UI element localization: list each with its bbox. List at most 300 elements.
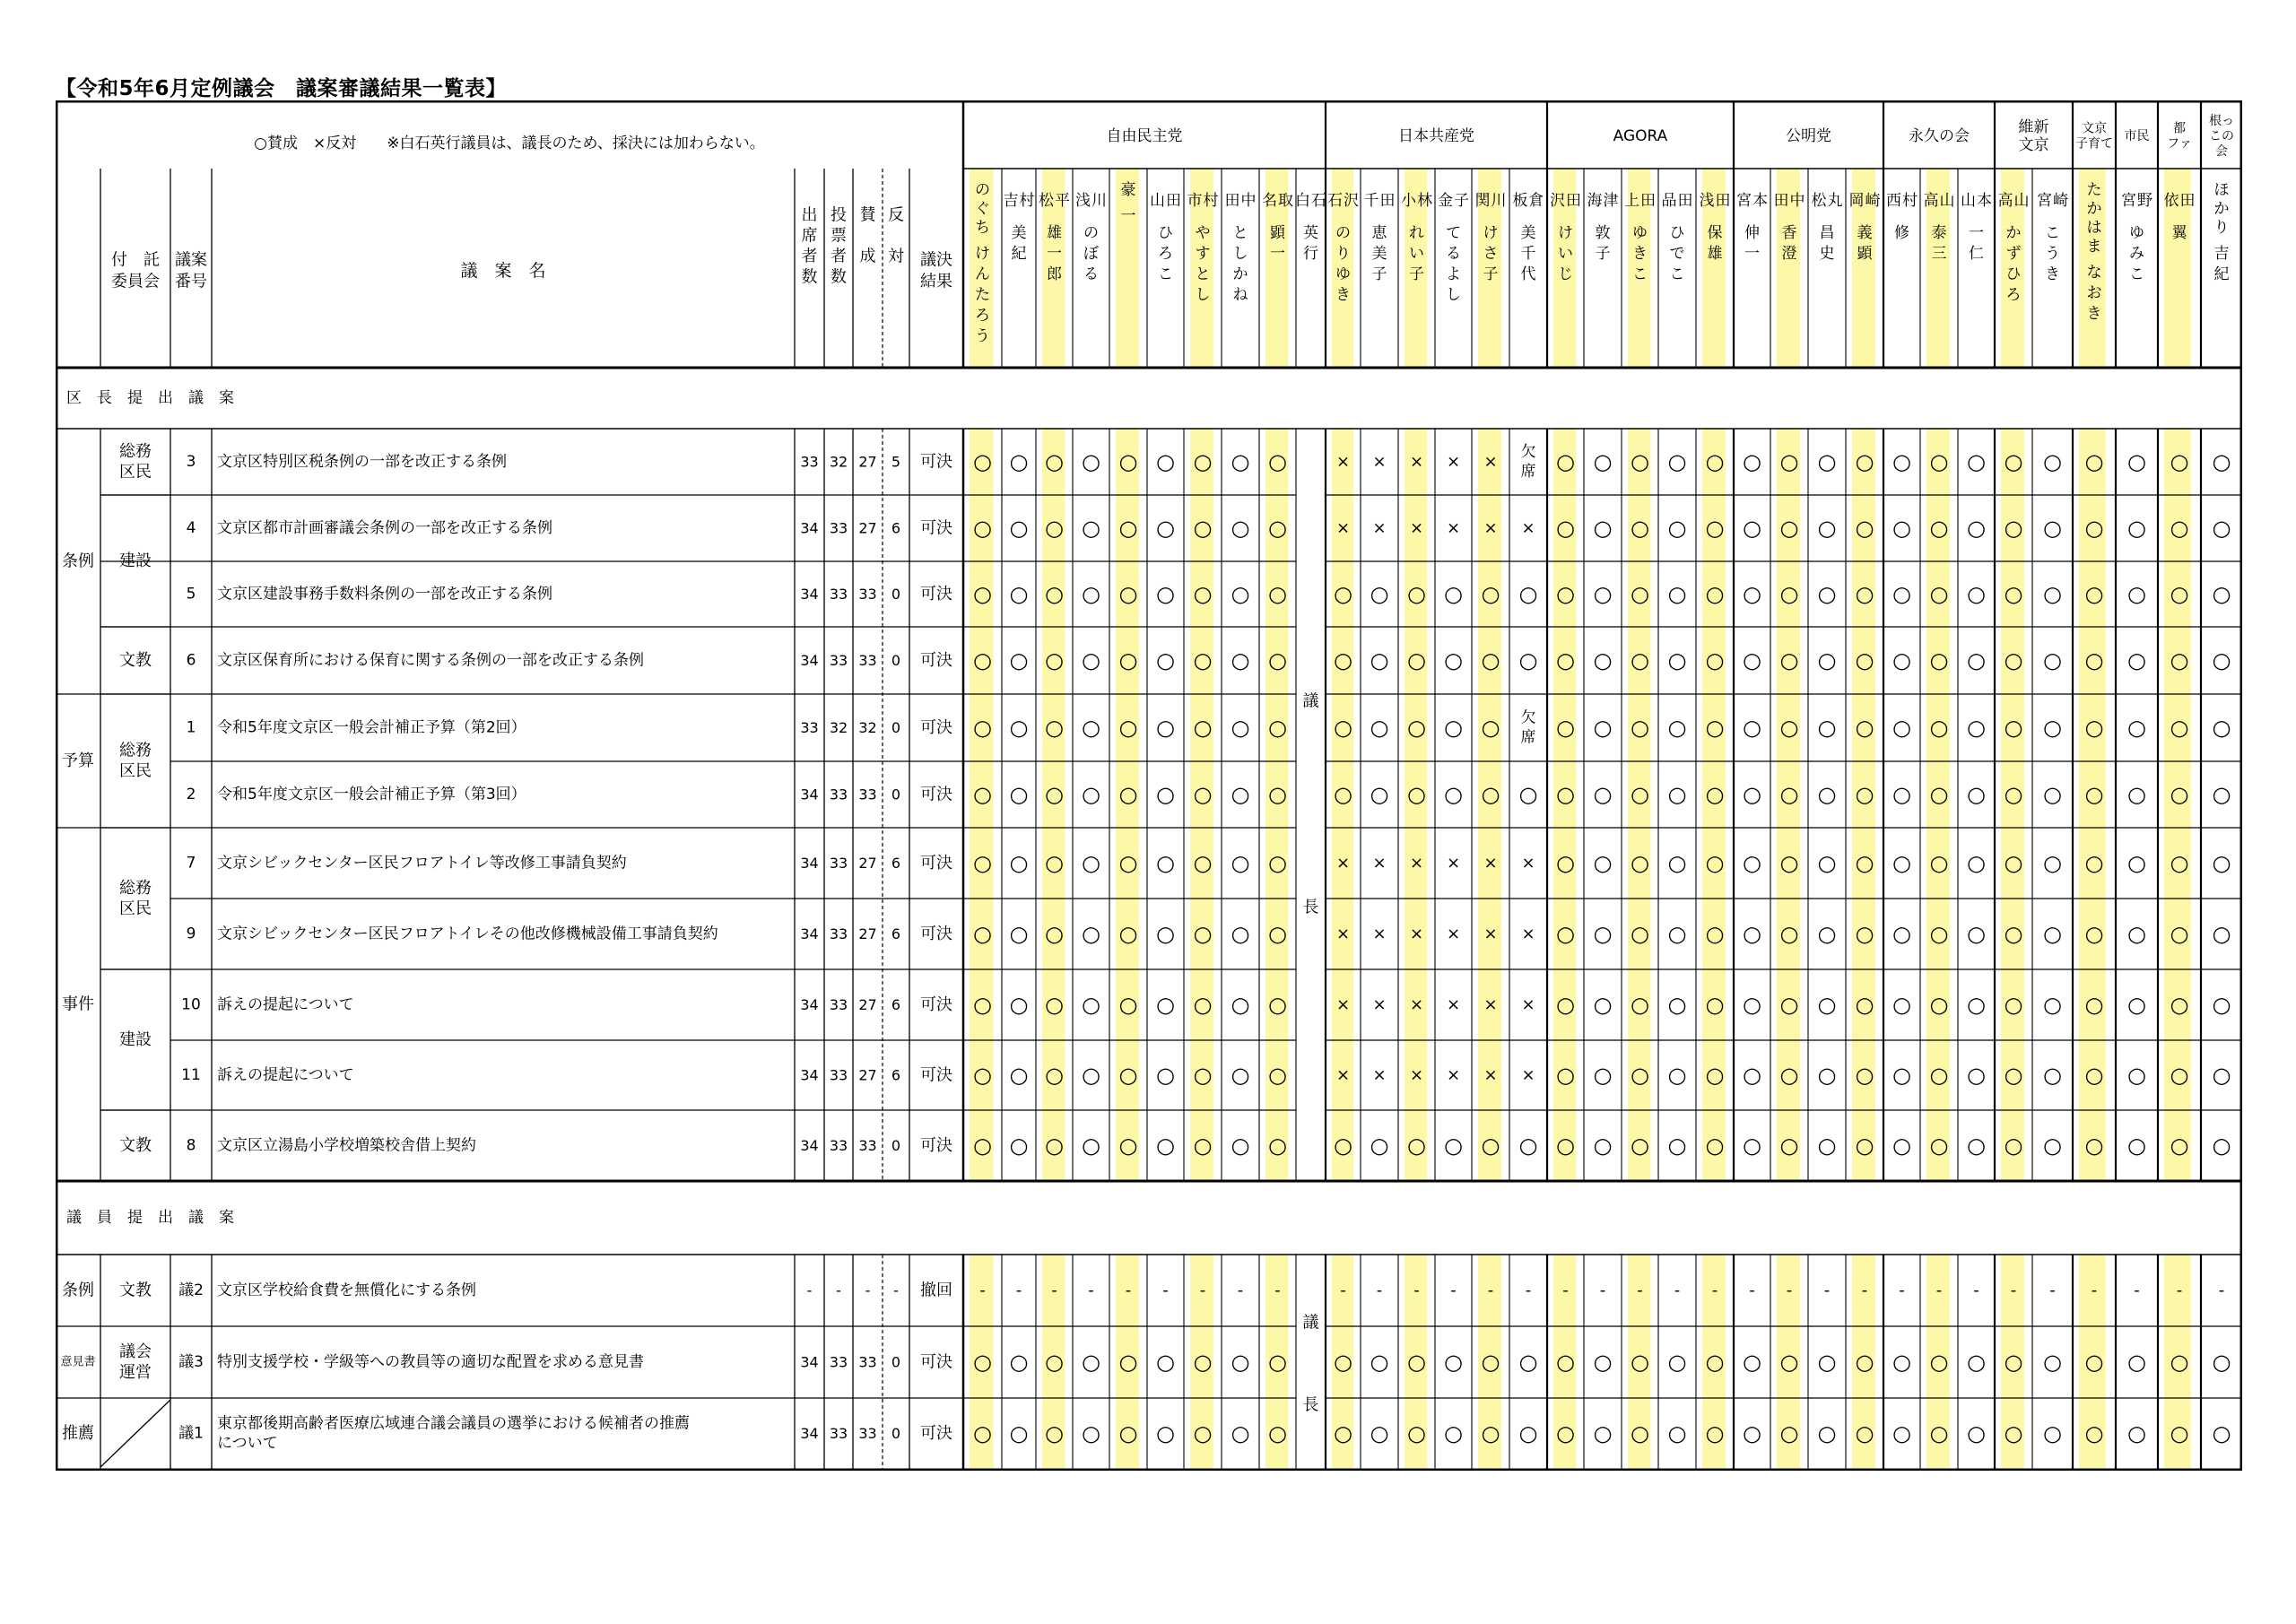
vote-mark: ○ (2084, 449, 2104, 474)
bill-number: 1 (186, 718, 196, 737)
vote-mark: ○ (1667, 1350, 1687, 1375)
vote-mark: ○ (1370, 1350, 1389, 1375)
vote-mark: ○ (1082, 921, 1100, 947)
vote-mark: ○ (2170, 782, 2189, 807)
row-committee: 文教 (119, 1281, 152, 1300)
row-committee: 建設 (119, 1030, 152, 1049)
vote-mark: ○ (1518, 1350, 1538, 1375)
vote-mark: - (2218, 1281, 2225, 1300)
member-name: 史 (1819, 245, 1835, 263)
vote-mark: ○ (2004, 647, 2023, 673)
row-committee: 議会 (119, 1342, 152, 1361)
vote-mark: ○ (1631, 921, 1649, 947)
vote-mark: × (1335, 854, 1351, 873)
vote-mark: ○ (1231, 782, 1250, 807)
yes-count: 32 (858, 719, 877, 736)
member-name: こ (2129, 265, 2144, 283)
vote-mark: ○ (2084, 782, 2104, 807)
vote-mark: ○ (2004, 516, 2023, 541)
vote-mark: ○ (973, 921, 992, 947)
bill-name: 東京都後期高齢者医療広域連合議会議員の選挙における候補者の推薦 (217, 1414, 690, 1433)
vote-mark: ○ (1481, 782, 1500, 807)
vote-mark: ○ (1967, 1420, 1986, 1446)
party-name: 子育て (2075, 136, 2113, 152)
vote-mark: - (1786, 1281, 1793, 1300)
member-name: ひ (1158, 224, 1173, 242)
vote-mark: ○ (2084, 516, 2104, 541)
vote-mark: × (1446, 925, 1461, 943)
vote-mark: ○ (1929, 1350, 1949, 1375)
member-name: 高 (1997, 192, 2013, 210)
member-name: 小 (1401, 192, 1416, 210)
vote-mark: ○ (1193, 992, 1213, 1018)
member-name: 中 (1240, 192, 1257, 210)
vote-mark: ○ (2004, 1133, 2023, 1159)
member-name: 一 (1120, 207, 1136, 225)
vote-mark: × (1372, 995, 1387, 1014)
vote-mark: ○ (1268, 449, 1287, 474)
yes-count: 27 (858, 1066, 877, 1084)
vote-mark: ○ (2084, 1420, 2104, 1446)
member-name: 宮 (2121, 192, 2136, 210)
vote-mark: ○ (1929, 1063, 1949, 1088)
vote-mark: ○ (1967, 782, 1986, 807)
vote-mark: × (1483, 995, 1498, 1014)
bill-name: 文京シビックセンター区民フロアトイレ等改修工事請負契約 (217, 854, 627, 873)
vote-mark: ○ (2127, 581, 2146, 607)
vote-mark: ○ (1855, 850, 1874, 876)
vote-mark: ○ (1082, 782, 1100, 807)
vote-mark: ○ (2004, 581, 2023, 607)
vote-mark: ○ (2043, 516, 2062, 541)
row-category: 予算 (62, 751, 94, 770)
vote-mark: ○ (2212, 647, 2231, 673)
row-category: 推薦 (62, 1424, 94, 1443)
vote-mark: ○ (1518, 581, 1538, 607)
vote-mark: - (1340, 1281, 1346, 1300)
vote-mark: ○ (1967, 1133, 1986, 1159)
vote-mark: ○ (1855, 921, 1874, 947)
vote-mark: ○ (1892, 992, 1911, 1018)
member-name: し (1446, 286, 1461, 304)
vote-mark: × (1409, 1065, 1424, 1085)
vote-mark: ○ (1118, 992, 1138, 1018)
vote-mark: ○ (973, 1350, 992, 1375)
vote-mark: ○ (1593, 1133, 1613, 1159)
party-name: ファ (2167, 136, 2192, 152)
vote-mark: ○ (1892, 782, 1911, 807)
chair-mark: 議 (1302, 1313, 1319, 1333)
member-name: 浅 (1075, 192, 1091, 210)
member-name: 山 (1961, 192, 1976, 210)
member-name: こ (1158, 265, 1173, 283)
result: 可決 (920, 1065, 952, 1085)
vote-mark: ○ (2127, 850, 2146, 876)
vote-mark: - (1125, 1281, 1132, 1300)
vote-mark: ○ (1268, 1350, 1287, 1375)
member-name: 敦 (1595, 224, 1611, 242)
vote-mark: × (1372, 1065, 1387, 1085)
result: 可決 (920, 925, 952, 943)
member-name: 崎 (1865, 192, 1881, 210)
header-voters: 票 (831, 226, 847, 246)
vote-mark: - (2134, 1281, 2140, 1300)
party-name: 文京 (2018, 136, 2049, 154)
member-name: う (2045, 245, 2060, 263)
vote-mark: ○ (1009, 1350, 1029, 1375)
vote-mark: ○ (1156, 782, 1175, 807)
vote-mark: ○ (1481, 1350, 1500, 1375)
vote-mark: ○ (1705, 1063, 1725, 1088)
vote-mark: ○ (1855, 449, 1874, 474)
member-name: 恵 (1371, 224, 1387, 242)
member-name: 田 (1715, 192, 1731, 210)
vote-mark: ○ (1156, 850, 1175, 876)
member-name: 村 (1902, 192, 1918, 210)
member-name: 田 (1640, 192, 1656, 210)
result: 可決 (920, 1136, 952, 1155)
member-name: 上 (1624, 192, 1639, 210)
row-category: 事件 (62, 994, 94, 1014)
row-category: 条例 (62, 1281, 94, 1300)
vote-mark: ○ (1082, 992, 1100, 1018)
member-name: 金 (1438, 192, 1453, 210)
vote-mark: ○ (1929, 449, 1949, 474)
header-voters: 数 (831, 267, 847, 287)
header-committee: 委員会 (111, 272, 160, 291)
vote-mark: ○ (1334, 715, 1352, 741)
vote-mark: - (2010, 1281, 2017, 1300)
vote-mark: ○ (1929, 1420, 1949, 1446)
member-name: ろ (2005, 286, 2022, 304)
vote-mark: - (2091, 1281, 2098, 1300)
member-name: ち (975, 219, 990, 237)
member-name: 一 (1744, 245, 1760, 263)
vote-mark: ○ (1556, 1133, 1575, 1159)
vote-mark: ○ (1045, 1420, 1064, 1446)
bill-number: 10 (181, 995, 201, 1014)
vote-mark: ○ (1556, 449, 1575, 474)
vote-mark: ○ (1779, 1133, 1799, 1159)
result: 撤回 (920, 1281, 952, 1300)
vote-mark: - (1162, 1281, 1169, 1300)
member-name: し (1195, 286, 1211, 304)
no-count: 0 (891, 1353, 901, 1371)
vote-mark: ○ (973, 1063, 992, 1088)
vote-mark: ○ (1967, 850, 1986, 876)
vote-mark: ○ (1082, 850, 1100, 876)
vote-mark: ○ (1231, 647, 1250, 673)
vote-mark: × (1335, 1065, 1351, 1085)
vote-mark: × (1372, 854, 1387, 873)
vote-mark: ○ (1193, 449, 1213, 474)
vote-mark: ○ (1779, 850, 1799, 876)
member-name: 仁 (1969, 245, 1984, 263)
vote-mark: ○ (1334, 782, 1352, 807)
vote-mark: ○ (1444, 1350, 1463, 1375)
vote-mark: ○ (1779, 1420, 1799, 1446)
member-name: 美 (1371, 245, 1387, 263)
attend-count: 34 (800, 1066, 819, 1084)
member-name: ひ (2005, 265, 2022, 283)
attend-count: 33 (800, 453, 819, 471)
member-name: 川 (1491, 192, 1507, 210)
vote-mark: ○ (1855, 715, 1874, 741)
member-name: 西 (1886, 192, 1901, 210)
vote-mark: ○ (1045, 1350, 1064, 1375)
vote-mark: ○ (1667, 1133, 1687, 1159)
voter-count: 33 (829, 1353, 848, 1371)
vote-mark: ○ (2043, 782, 2062, 807)
member-name: 田 (1379, 192, 1396, 210)
member-name: 千 (1363, 192, 1379, 210)
vote-mark: × (1372, 518, 1387, 538)
vote-mark: ○ (1231, 1420, 1250, 1446)
vote-mark: ○ (1082, 715, 1100, 741)
bill-number: 9 (186, 925, 196, 943)
vote-mark: ○ (1370, 647, 1389, 673)
vote-mark: ○ (1231, 715, 1250, 741)
highlight-layer (970, 169, 2191, 1471)
member-name: じ (1558, 265, 1573, 283)
vote-mark: ○ (2170, 992, 2189, 1018)
vote-mark: ○ (2043, 647, 2062, 673)
vote-mark: ○ (1334, 1350, 1352, 1375)
vote-mark: ○ (1118, 1350, 1138, 1375)
member-name: 行 (1303, 245, 1318, 263)
vote-mark: ○ (1667, 992, 1687, 1018)
member-name: 田 (1566, 192, 1581, 210)
vote-mark: ○ (1082, 516, 1100, 541)
vote-mark: ○ (2212, 1133, 2231, 1159)
vote-mark: ○ (2170, 850, 2189, 876)
vote-mark: ○ (1118, 1420, 1138, 1446)
vote-mark: ○ (2212, 1420, 2231, 1446)
row-committee: 建設 (119, 551, 152, 570)
bill-name: 令和5年度文京区一般会計補正予算（第2回） (217, 718, 526, 737)
vote-mark: ○ (1045, 992, 1064, 1018)
vote-mark: ○ (1193, 1420, 1213, 1446)
member-name: ほ (2213, 181, 2230, 199)
vote-mark: ○ (1231, 516, 1250, 541)
member-name: か (1232, 265, 1248, 283)
member-name: 紀 (2213, 265, 2230, 283)
vote-mark: ○ (2084, 647, 2104, 673)
empty-cell-slash (100, 1400, 170, 1467)
member-name: き (2086, 305, 2102, 323)
voter-count: 33 (829, 652, 848, 669)
vote-mark: ○ (2212, 1063, 2231, 1088)
header-attend: 席 (801, 226, 818, 246)
party-name: 会 (2215, 144, 2228, 159)
vote-mark: ○ (1045, 850, 1064, 876)
no-count: 0 (891, 1425, 901, 1442)
vote-mark: × (1483, 925, 1498, 943)
bill-number: 4 (186, 519, 196, 537)
member-name: 顕 (1270, 224, 1285, 242)
member-name: 子 (1409, 265, 1424, 283)
vote-mark: ○ (1045, 1133, 1064, 1159)
vote-mark: ○ (2170, 1420, 2189, 1446)
vote-mark: ○ (1817, 782, 1837, 807)
member-name: 田 (1773, 192, 1789, 210)
vote-mark: - (2176, 1281, 2183, 1300)
member-name: 丸 (1827, 192, 1843, 210)
vote-mark: ○ (1817, 1420, 1837, 1446)
vote-mark: ○ (2043, 1063, 2062, 1088)
result: 可決 (920, 452, 952, 472)
bill-name: について (217, 1434, 278, 1453)
bill-name: 文京区特別区税条例の一部を改正する条例 (217, 453, 507, 471)
vote-mark: ○ (1705, 1420, 1725, 1446)
vote-mark: ○ (1045, 1063, 1064, 1088)
party-name: 市民 (2124, 129, 2150, 143)
section-label: 議 員 提 出 議 案 (66, 1209, 234, 1227)
bill-name: 訴えの提起について (217, 995, 354, 1014)
member-name: の (975, 181, 990, 199)
voter-count: 33 (829, 586, 848, 603)
no-count: 5 (891, 453, 901, 471)
vote-mark: ○ (2004, 782, 2023, 807)
header-no: 対 (888, 247, 904, 266)
member-name: 本 (1752, 192, 1768, 210)
vote-mark: ○ (1009, 1063, 1029, 1088)
bill-name: 訴えの提起について (217, 1066, 354, 1084)
no-count: 6 (891, 996, 901, 1013)
vote-mark: ○ (2004, 992, 2023, 1018)
member-name: 林 (1417, 192, 1432, 210)
vote-mark: ○ (1231, 581, 1250, 607)
vote-mark: ○ (2212, 1350, 2231, 1375)
member-name: き (1632, 245, 1648, 263)
vote-mark: ○ (1817, 581, 1837, 607)
row-committee: 運営 (119, 1363, 152, 1382)
bill-name: 文京区学校給食費を無償化にする条例 (217, 1281, 476, 1299)
vote-mark: ○ (1009, 1133, 1029, 1159)
row-committee: 総務 (119, 879, 152, 898)
vote-mark: ○ (1231, 1350, 1250, 1375)
vote-mark: ○ (1268, 850, 1287, 876)
no-count: 6 (891, 1066, 901, 1084)
vote-mark: ○ (1631, 1420, 1649, 1446)
voter-count: 33 (829, 1066, 848, 1084)
member-name: い (1409, 245, 1424, 263)
vote-mark: ○ (1743, 992, 1761, 1018)
member-name: 沢 (1344, 192, 1359, 210)
member-name: 津 (1603, 192, 1619, 210)
vote-mark: ○ (1892, 1350, 1911, 1375)
vote-mark: - (1088, 1281, 1094, 1300)
vote-mark: ○ (1929, 782, 1949, 807)
vote-mark: ○ (1631, 992, 1649, 1018)
member-name: ろ (1158, 245, 1173, 263)
vote-mark: ○ (1929, 715, 1949, 741)
header-voters: 投 (831, 205, 847, 225)
vote-mark: ○ (2084, 715, 2104, 741)
vote-mark: ○ (2212, 992, 2231, 1018)
vote-mark: ○ (1779, 921, 1799, 947)
vote-mark: ○ (1268, 715, 1287, 741)
vote-mark: ○ (2084, 1063, 2104, 1088)
vote-mark: ○ (1779, 992, 1799, 1018)
vote-mark: ○ (1082, 1063, 1100, 1088)
vote-mark: ○ (1556, 516, 1575, 541)
vote-mark: ○ (1593, 449, 1613, 474)
vote-mark: ○ (1193, 1350, 1213, 1375)
vote-mark: ○ (1444, 581, 1463, 607)
bill-name: 文京区建設事務手数料条例の一部を改正する条例 (217, 585, 552, 604)
result: 可決 (920, 785, 952, 804)
vote-mark: ○ (973, 1133, 992, 1159)
voter-count: 33 (829, 786, 848, 803)
no-count: 6 (891, 855, 901, 872)
member-name: 名 (1262, 192, 1277, 210)
vote-mark: ○ (1967, 581, 1986, 607)
member-name: 倉 (1528, 192, 1544, 210)
member-name: 翼 (2171, 224, 2187, 242)
vote-mark: ○ (1667, 782, 1687, 807)
vote-mark: × (1446, 995, 1461, 1014)
vote-mark: ○ (973, 782, 992, 807)
vote-mark: ○ (1967, 921, 1986, 947)
vote-mark: ○ (2043, 921, 2062, 947)
vote-mark: ○ (2084, 1350, 2104, 1375)
vote-mark: ○ (1009, 921, 1029, 947)
vote-mark: - (1237, 1281, 1244, 1300)
vote-mark: ○ (1631, 581, 1649, 607)
vote-mark: ○ (1231, 1133, 1250, 1159)
result: 可決 (920, 995, 952, 1014)
vote-mark: ○ (1593, 850, 1613, 876)
yes-count: 33 (858, 1353, 877, 1371)
vote-mark: ○ (1518, 647, 1538, 673)
vote-mark: ○ (1892, 1420, 1911, 1446)
vote-mark: ○ (1556, 715, 1575, 741)
vote-mark: ○ (1334, 581, 1352, 607)
vote-mark: - (979, 1281, 986, 1300)
vote-mark: ○ (1156, 449, 1175, 474)
vote-mark: ○ (1193, 647, 1213, 673)
vote-mark: ○ (1817, 516, 1837, 541)
vote-mark: ○ (2043, 449, 2062, 474)
vote-mark: ○ (1667, 715, 1687, 741)
vote-mark: ○ (2127, 449, 2146, 474)
vote-mark: ○ (1268, 1063, 1287, 1088)
voter-count: 33 (829, 519, 848, 537)
vote-mark: ○ (1817, 1350, 1837, 1375)
vote-mark: - (1274, 1281, 1281, 1300)
vote-mark: ○ (1118, 1063, 1138, 1088)
vote-mark: ○ (1593, 782, 1613, 807)
vote-mark: ○ (1193, 1133, 1213, 1159)
vote-mark: ○ (1334, 1133, 1352, 1159)
member-name: 市 (1187, 192, 1203, 210)
member-name: ゆ (1632, 224, 1648, 242)
member-name: 子 (1595, 245, 1611, 263)
attend-count: 34 (800, 786, 819, 803)
member-name: 美 (1011, 224, 1027, 242)
member-name: 宮 (1736, 192, 1752, 210)
bill-number: 6 (186, 651, 196, 670)
member-name: ま (2086, 238, 2102, 256)
vote-mark: × (1521, 925, 1535, 943)
member-name: ゆ (2129, 224, 2144, 242)
member-name: の (1335, 224, 1351, 242)
vote-mark: ○ (1892, 581, 1911, 607)
vote-mark: ○ (973, 449, 992, 474)
vote-mark: ○ (1556, 850, 1575, 876)
vote-mark: ○ (1855, 782, 1874, 807)
